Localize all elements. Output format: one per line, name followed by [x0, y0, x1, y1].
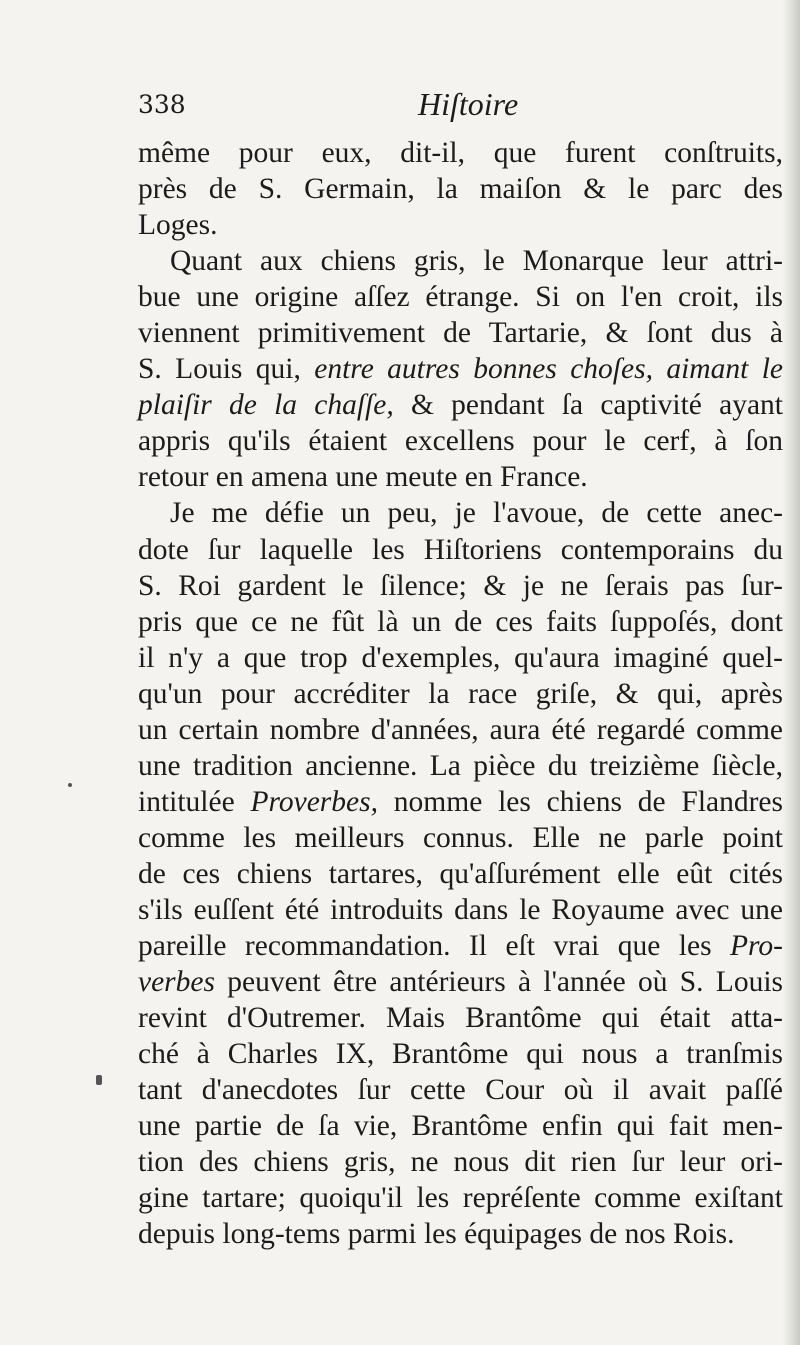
- page-number: 338: [138, 90, 186, 119]
- text-line: une partie de ſa vie, Brantôme enfin qui fait men-: [138, 1110, 783, 1143]
- text-run: peuvent être antérieurs à l'année où S. Louis: [227, 966, 783, 999]
- running-head: [138, 86, 778, 126]
- text-line: [138, 784, 783, 820]
- paragraph-start-line: Je me défie un peu, je l'avoue, de cette anec-: [170, 497, 783, 530]
- ink-speck: [96, 1075, 102, 1085]
- text-line: qu'un pour accréditer la race griſe, & qui, après: [138, 677, 783, 710]
- text-line: dote ſur laquelle les Hiſtoriens contemporains du: [138, 533, 783, 566]
- text-line: s'ils euſſent été introduits dans le Royaume avec une: [138, 893, 783, 926]
- text-line: une tradition ancienne. La pièce du treizième ſiècle,: [138, 749, 783, 782]
- paragraph-start-line: Quant aux chiens gris, le Monarque leur attri-: [170, 245, 783, 278]
- text-line: pris que ce ne fût là un de ces faits ſuppoſés, dont: [138, 605, 783, 638]
- ink-speck: [68, 783, 72, 787]
- text-line: [138, 387, 783, 423]
- text-line: tant d'anecdotes ſur cette Cour où il avait paſſé: [138, 1074, 783, 1107]
- text-run: pareille recommandation. Il eſt vrai que les: [138, 930, 712, 963]
- text-line: revint d'Outremer. Mais Brantôme qui était atta-: [138, 1002, 783, 1035]
- page-edge-shadow: [782, 0, 800, 1345]
- italic-title: verbes: [138, 966, 215, 999]
- text-line: près de S. Germain, la maiſon & le parc des: [138, 173, 783, 206]
- text-line: tion des chiens gris, ne nous dit rien ſur leur ori-: [138, 1146, 783, 1179]
- text-line: même pour eux, dit-il, que furent conſtruits,: [138, 137, 783, 169]
- running-title: Hiſtoire: [418, 86, 519, 122]
- text-line: depuis long-tems parmi les équipages de nos Rois.: [138, 1218, 735, 1251]
- text-line: de ces chiens tartares, qu'aſſurément elle eût cités: [138, 857, 783, 890]
- italic-title: Pro-: [730, 930, 784, 963]
- text-run: S. Louis qui,: [138, 353, 301, 386]
- text-line: [138, 964, 783, 1000]
- italic-title: Proverbes,: [250, 785, 378, 818]
- body-text: [138, 135, 783, 1252]
- text-run: intitulée: [138, 785, 235, 818]
- italic-quote: plaiſir de la chaſſe,: [138, 389, 394, 422]
- text-line: un certain nombre d'années, aura été regardé comme: [138, 713, 783, 746]
- text-run: nomme les chiens de Flandres: [393, 785, 784, 818]
- text-line: bue une origine aſſez étrange. Si on l'en croit, ils: [138, 281, 783, 314]
- text-line: gine tartare; quoiqu'il les repréſente comme exiſtant: [138, 1182, 783, 1215]
- text-line: S. Roi gardent le ſilence; & je ne ſerais pas ſur-: [138, 569, 783, 602]
- italic-quote: entre autres bonnes choſes, aimant le: [314, 353, 783, 386]
- text-line: [138, 928, 783, 964]
- text-line: ché à Charles IX, Brantôme qui nous a tranſmis: [138, 1038, 783, 1071]
- text-line: viennent primitivement de Tartarie, & ſont dus à: [138, 317, 783, 350]
- text-line: comme les meilleurs connus. Elle ne parle point: [138, 821, 783, 854]
- text-line: retour en amena une meute en France.: [138, 461, 588, 494]
- text-run: & pendant ſa captivité ayant: [410, 389, 784, 422]
- text-line: Loges.: [138, 209, 218, 242]
- text-line: il n'y a que trop d'exemples, qu'aura imaginé quel-: [138, 641, 783, 674]
- text-line: [138, 351, 783, 387]
- text-line: appris qu'ils étaient excellens pour le cerf, à ſon: [138, 425, 783, 458]
